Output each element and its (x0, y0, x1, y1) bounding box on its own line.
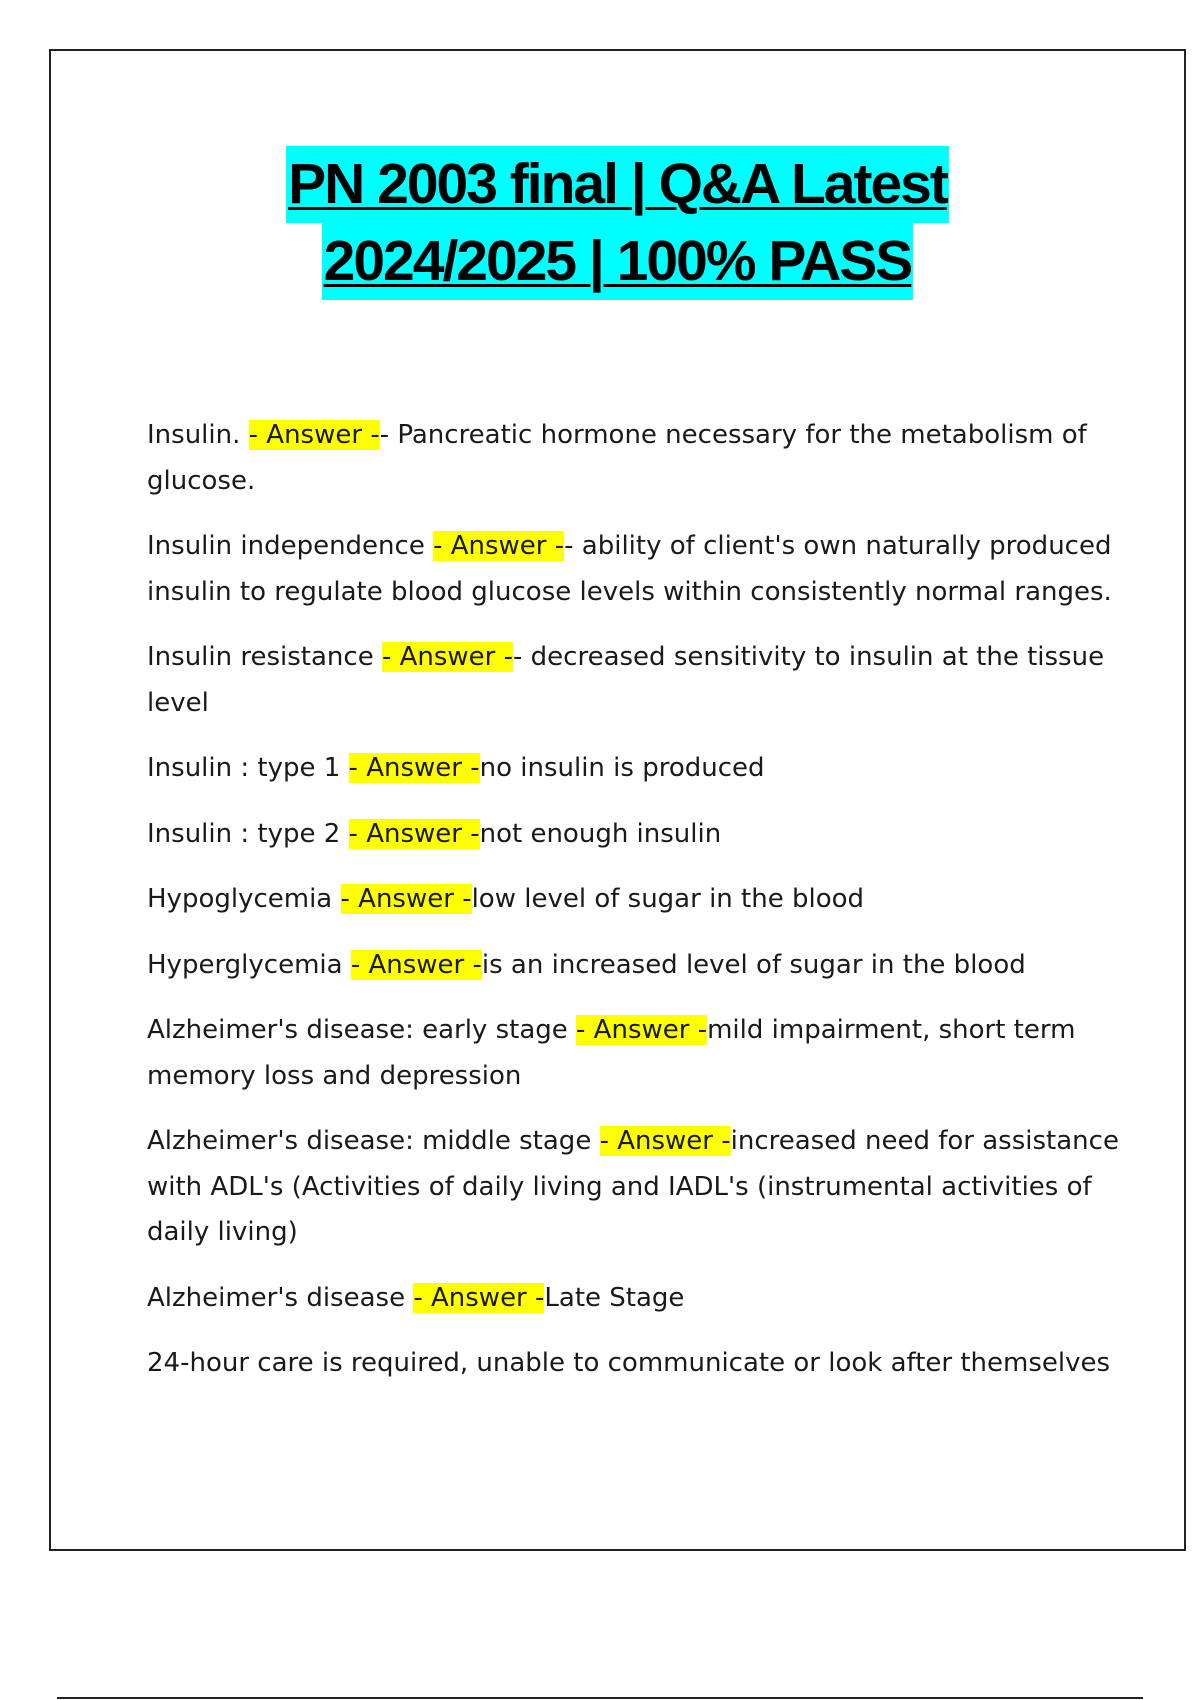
answer-marker: - Answer - (576, 1015, 708, 1045)
definition: - decreased sensitivity to insulin at the tissue level (147, 642, 1105, 718)
definition: low level of sugar in the blood (471, 884, 865, 914)
page-bottom-rule (57, 1697, 1143, 1699)
answer-marker: - Answer - (348, 818, 480, 849)
page-border (49, 49, 1186, 1551)
answer-marker: - Answer - (599, 1126, 731, 1156)
answer-marker: - Answer - (248, 420, 380, 450)
definition: - ability of client's own naturally produced insulin to regulate blood glucose levels within consistently normal ranges. (147, 531, 1112, 607)
qa-entry (147, 413, 1137, 504)
definition: mild impairment, short term memory loss and depression (147, 1015, 1076, 1091)
answer-marker: - Answer - (348, 753, 480, 783)
term: Insulin independence (147, 531, 434, 561)
qa-content (147, 413, 1137, 1407)
definition: increased need for assistance with ADL's (Activities of daily living and IADL's (instrumental activities of daily living) (147, 1126, 1119, 1247)
term: Alzheimer's disease (147, 1282, 414, 1313)
term: Hyperglycemia (147, 949, 351, 980)
closing-paragraph: 24-hour care is required, unable to communicate or look after themselves (147, 1348, 1111, 1378)
title-line-2: 2024/2025 | 100% PASS (322, 223, 914, 300)
definition: Late Stage (544, 1282, 685, 1313)
term: Insulin : type 2 (147, 818, 349, 849)
term: Insulin resistance (147, 642, 382, 672)
answer-marker: - Answer - (433, 531, 565, 561)
qa-entry (147, 746, 1137, 792)
term: Alzheimer's disease: middle stage (147, 1126, 600, 1156)
term: Insulin. (147, 420, 249, 450)
qa-entry (147, 524, 1137, 615)
definition: not enough insulin (479, 818, 722, 849)
document-title (51, 146, 1184, 300)
qa-entry (147, 1119, 1137, 1256)
definition: no insulin is produced (479, 753, 765, 783)
answer-marker: - Answer - (381, 642, 514, 672)
qa-entry (147, 812, 1137, 858)
term: Insulin : type 1 (147, 753, 349, 783)
title-line-1: PN 2003 final | Q&A Latest (286, 146, 949, 223)
term: Alzheimer's disease: early stage (147, 1015, 577, 1045)
answer-marker: - Answer - (340, 884, 472, 914)
answer-marker: - Answer - (413, 1282, 545, 1313)
definition: is an increased level of sugar in the blood (481, 949, 1026, 980)
qa-entry (147, 943, 1137, 989)
definition: - Pancreatic hormone necessary for the metabolism of glucose. (147, 420, 1087, 496)
qa-entry (147, 635, 1137, 726)
term: Hypoglycemia (147, 884, 341, 914)
qa-entry (147, 877, 1137, 923)
answer-marker: - Answer - (350, 949, 482, 980)
qa-entry (147, 1276, 1137, 1322)
qa-entry (147, 1008, 1137, 1099)
